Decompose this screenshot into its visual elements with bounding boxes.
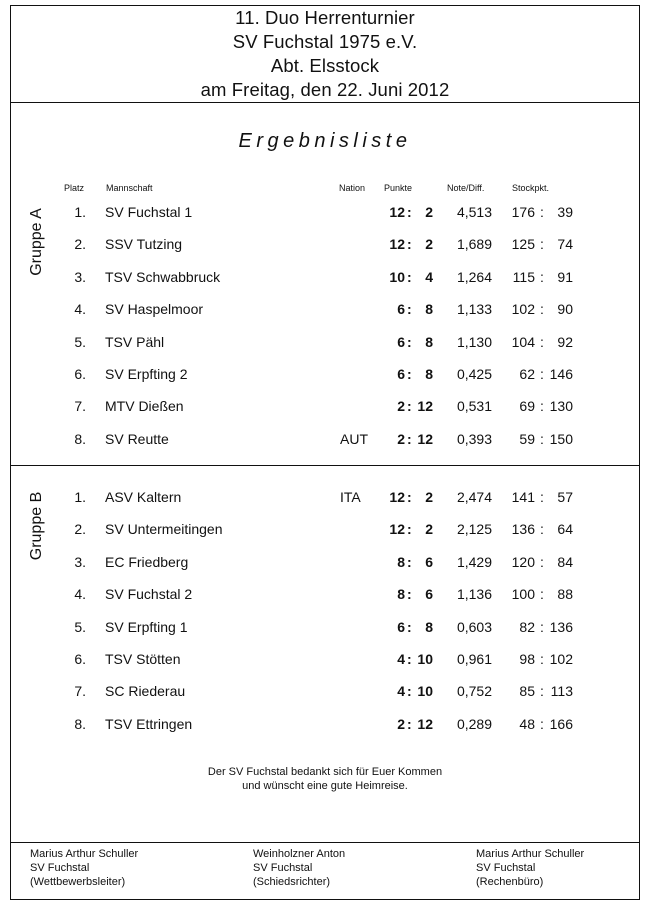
team-cell: TSV Stötten: [105, 651, 181, 667]
table-row: [0, 332, 650, 364]
team-cell: SSV Tutzing: [105, 236, 183, 253]
group-b-label: Gruppe B: [28, 491, 45, 561]
team-cell: SV Fuchstal 1: [105, 204, 193, 220]
points-separator: :: [407, 521, 412, 538]
signature-role: (Rechenbüro): [476, 876, 544, 888]
signature-block-1: [30, 847, 138, 889]
stock-points-separator: :: [540, 430, 544, 447]
points-plus-cell: 12: [389, 521, 405, 538]
quotient-cell: 0,289: [456, 715, 492, 732]
column-header-stockpkt: Stockpkt.: [512, 183, 550, 193]
signature-block-2: [253, 847, 345, 889]
quotient-cell: 2,474: [456, 489, 492, 505]
stock-points-minus-cell: 102: [549, 651, 573, 667]
points-plus-cell: 6: [397, 618, 405, 635]
club-name: SV Fuchstal 1975 e.V.: [232, 31, 418, 52]
points-plus-cell: 6: [397, 301, 405, 318]
signature-name: Marius Arthur Schuller: [476, 848, 585, 860]
table-row: [0, 552, 650, 584]
stock-points-separator: :: [540, 651, 544, 667]
stock-points-minus-cell: 166: [549, 715, 573, 732]
team-cell: TSV Ettringen: [105, 715, 193, 732]
header-divider: [10, 102, 640, 103]
table-row: [0, 396, 650, 428]
points-minus-cell: 12: [417, 715, 433, 732]
table-row: [0, 487, 650, 519]
rank-cell: 7.: [74, 683, 86, 700]
closing-message: [10, 765, 640, 793]
stock-points-separator: :: [540, 521, 544, 538]
stock-points-plus-cell: 85: [519, 683, 535, 700]
quotient-cell: 1,136: [456, 586, 492, 603]
points-separator: :: [407, 553, 412, 570]
team-cell: EC Friedberg: [105, 553, 189, 570]
stock-points-minus-cell: 113: [550, 683, 573, 700]
table-row: [0, 519, 650, 551]
team-cell: SV Erpfting 1: [105, 618, 188, 635]
points-separator: :: [407, 430, 412, 447]
quotient-cell: 1,689: [456, 236, 492, 253]
quotient-cell: 0,603: [456, 618, 492, 635]
team-cell: TSV Schwabbruck: [105, 268, 221, 285]
points-minus-cell: 2: [425, 489, 433, 505]
points-minus-cell: 8: [425, 366, 433, 382]
quotient-cell: 4,513: [456, 204, 492, 220]
stock-points-minus-cell: 130: [549, 398, 573, 415]
nation-cell: AUT: [340, 430, 368, 447]
signature-club: SV Fuchstal: [30, 862, 90, 874]
table-row: [0, 649, 650, 681]
points-minus-cell: 2: [425, 236, 433, 253]
table-row: [0, 714, 650, 746]
points-minus-cell: 8: [425, 333, 433, 350]
closing-line-1: Der SV Fuchstal bedankt sich für Euer Kommen: [207, 766, 443, 778]
table-row: [0, 202, 650, 234]
stock-points-plus-cell: 141: [511, 489, 535, 505]
tournament-name: 11. Duo Herrenturnier: [235, 7, 415, 28]
stock-points-plus-cell: 48: [519, 715, 535, 732]
stock-points-plus-cell: 69: [519, 398, 535, 415]
points-separator: :: [407, 268, 412, 285]
rank-cell: 3.: [74, 268, 86, 285]
stock-points-plus-cell: 104: [511, 333, 535, 350]
stock-points-plus-cell: 62: [519, 366, 535, 382]
department-name: Abt. Elsstock: [270, 55, 380, 76]
rank-cell: 5.: [74, 618, 86, 635]
rank-cell: 6.: [74, 366, 86, 382]
signature-role: (Schiedsrichter): [253, 876, 331, 888]
points-separator: :: [407, 651, 412, 667]
rank-cell: 3.: [74, 553, 86, 570]
stock-points-minus-cell: 88: [557, 586, 573, 603]
signature-role: (Wettbewerbsleiter): [30, 876, 126, 888]
points-separator: :: [407, 236, 412, 253]
stock-points-minus-cell: 91: [557, 268, 573, 285]
column-header-platz: Platz: [64, 183, 85, 193]
quotient-cell: 0,393: [456, 430, 492, 447]
team-cell: SC Riederau: [105, 683, 186, 700]
points-plus-cell: 12: [389, 236, 405, 253]
table-row: [0, 267, 650, 299]
stock-points-separator: :: [540, 489, 544, 505]
points-minus-cell: 8: [425, 618, 433, 635]
stock-points-plus-cell: 59: [519, 430, 535, 447]
points-separator: :: [407, 398, 412, 415]
quotient-cell: 0,425: [456, 366, 492, 382]
points-plus-cell: 2: [397, 398, 405, 415]
quotient-cell: 1,264: [456, 268, 492, 285]
table-row: [0, 234, 650, 266]
team-cell: SV Untermeitingen: [105, 521, 223, 538]
group-divider: [10, 465, 640, 466]
rank-cell: 2.: [74, 521, 86, 538]
points-separator: :: [407, 683, 412, 700]
stock-points-plus-cell: 176: [511, 204, 535, 220]
column-header-note: Note/Diff.: [447, 183, 485, 193]
team-cell: SV Erpfting 2: [105, 366, 188, 382]
points-minus-cell: 6: [425, 586, 433, 603]
rank-cell: 1.: [74, 204, 86, 220]
signature-club: SV Fuchstal: [253, 862, 313, 874]
points-separator: :: [407, 333, 412, 350]
stock-points-separator: :: [540, 715, 544, 732]
points-plus-cell: 2: [397, 430, 405, 447]
stock-points-minus-cell: 84: [557, 553, 573, 570]
event-date: am Freitag, den 22. Juni 2012: [200, 79, 450, 100]
quotient-cell: 1,130: [456, 333, 492, 350]
signature-block-3: [476, 847, 584, 889]
stock-points-separator: :: [540, 236, 544, 253]
stock-points-separator: :: [540, 268, 544, 285]
stock-points-separator: :: [540, 553, 544, 570]
stock-points-separator: :: [540, 333, 544, 350]
points-minus-cell: 2: [425, 204, 433, 220]
quotient-cell: 1,133: [456, 301, 492, 318]
stock-points-minus-cell: 74: [557, 236, 573, 253]
stock-points-plus-cell: 125: [511, 236, 535, 253]
rank-cell: 5.: [74, 333, 86, 350]
stock-points-separator: :: [540, 683, 544, 700]
stock-points-minus-cell: 146: [549, 366, 573, 382]
stock-points-separator: :: [540, 366, 544, 382]
team-cell: TSV Pähl: [105, 333, 165, 350]
points-minus-cell: 6: [425, 553, 433, 570]
points-plus-cell: 4: [397, 683, 405, 700]
points-separator: :: [407, 586, 412, 603]
points-plus-cell: 6: [397, 333, 405, 350]
closing-line-2: und wünscht eine gute Heimreise.: [242, 780, 408, 792]
signature-name: Marius Arthur Schuller: [30, 848, 139, 860]
table-row: [0, 617, 650, 649]
stock-points-plus-cell: 82: [519, 618, 535, 635]
points-minus-cell: 2: [425, 521, 433, 538]
stock-points-separator: :: [540, 204, 544, 220]
rank-cell: 4.: [74, 301, 86, 318]
points-minus-cell: 10: [417, 651, 433, 667]
team-cell: SV Reutte: [105, 430, 169, 447]
rank-cell: 8.: [74, 430, 86, 447]
rank-cell: 8.: [74, 715, 86, 732]
rank-cell: 7.: [74, 398, 86, 415]
column-header-punkte: Punkte: [384, 183, 413, 193]
stock-points-minus-cell: 90: [557, 301, 573, 318]
points-separator: :: [407, 204, 412, 220]
team-cell: SV Fuchstal 2: [105, 586, 193, 603]
page-title: Ergebnisliste: [238, 130, 412, 152]
points-separator: :: [407, 301, 412, 318]
stock-points-plus-cell: 100: [511, 586, 535, 603]
points-plus-cell: 2: [397, 715, 405, 732]
column-header-mannschaft: Mannschaft: [106, 183, 153, 193]
column-header-nation: Nation: [339, 183, 366, 193]
stock-points-separator: :: [540, 398, 544, 415]
rank-cell: 4.: [74, 586, 86, 603]
team-cell: ASV Kaltern: [105, 489, 182, 505]
points-minus-cell: 4: [425, 268, 433, 285]
points-plus-cell: 12: [389, 489, 405, 505]
points-plus-cell: 6: [397, 366, 405, 382]
stock-points-plus-cell: 120: [511, 553, 535, 570]
stock-points-minus-cell: 150: [549, 430, 573, 447]
stock-points-plus-cell: 98: [519, 651, 535, 667]
stock-points-minus-cell: 92: [557, 333, 573, 350]
points-separator: :: [407, 618, 412, 635]
quotient-cell: 0,752: [456, 683, 492, 700]
team-cell: MTV Dießen: [105, 398, 184, 415]
table-row: [0, 364, 650, 396]
stock-points-plus-cell: 136: [511, 521, 535, 538]
group-a-label: Gruppe A: [28, 208, 45, 276]
tournament-header: [10, 6, 640, 102]
stock-points-plus-cell: 115: [512, 268, 535, 285]
points-plus-cell: 8: [397, 586, 405, 603]
table-row: [0, 584, 650, 616]
points-plus-cell: 8: [397, 553, 405, 570]
table-row: [0, 681, 650, 713]
points-separator: :: [407, 489, 412, 505]
rank-cell: 2.: [74, 236, 86, 253]
points-minus-cell: 8: [425, 301, 433, 318]
quotient-cell: 0,531: [456, 398, 492, 415]
stock-points-minus-cell: 64: [557, 521, 573, 538]
quotient-cell: 1,429: [456, 553, 492, 570]
footer-divider: [10, 842, 640, 843]
stock-points-minus-cell: 39: [557, 204, 573, 220]
nation-cell: ITA: [340, 489, 361, 505]
points-plus-cell: 10: [389, 268, 405, 285]
stock-points-plus-cell: 102: [511, 301, 535, 318]
rank-cell: 6.: [74, 651, 86, 667]
stock-points-minus-cell: 136: [549, 618, 573, 635]
points-separator: :: [407, 366, 412, 382]
points-plus-cell: 4: [397, 651, 405, 667]
quotient-cell: 2,125: [456, 521, 492, 538]
points-minus-cell: 12: [417, 430, 433, 447]
points-separator: :: [407, 715, 412, 732]
quotient-cell: 0,961: [456, 651, 492, 667]
table-row: [0, 299, 650, 331]
team-cell: SV Haspelmoor: [105, 301, 204, 318]
rank-cell: 1.: [74, 489, 86, 505]
stock-points-minus-cell: 57: [557, 489, 573, 505]
table-row: [0, 429, 650, 461]
points-minus-cell: 10: [417, 683, 433, 700]
stock-points-separator: :: [540, 301, 544, 318]
stock-points-separator: :: [540, 586, 544, 603]
signature-club: SV Fuchstal: [476, 862, 536, 874]
points-minus-cell: 12: [417, 398, 433, 415]
points-plus-cell: 12: [389, 204, 405, 220]
stock-points-separator: :: [540, 618, 544, 635]
signature-name: Weinholzner Anton: [253, 848, 346, 860]
